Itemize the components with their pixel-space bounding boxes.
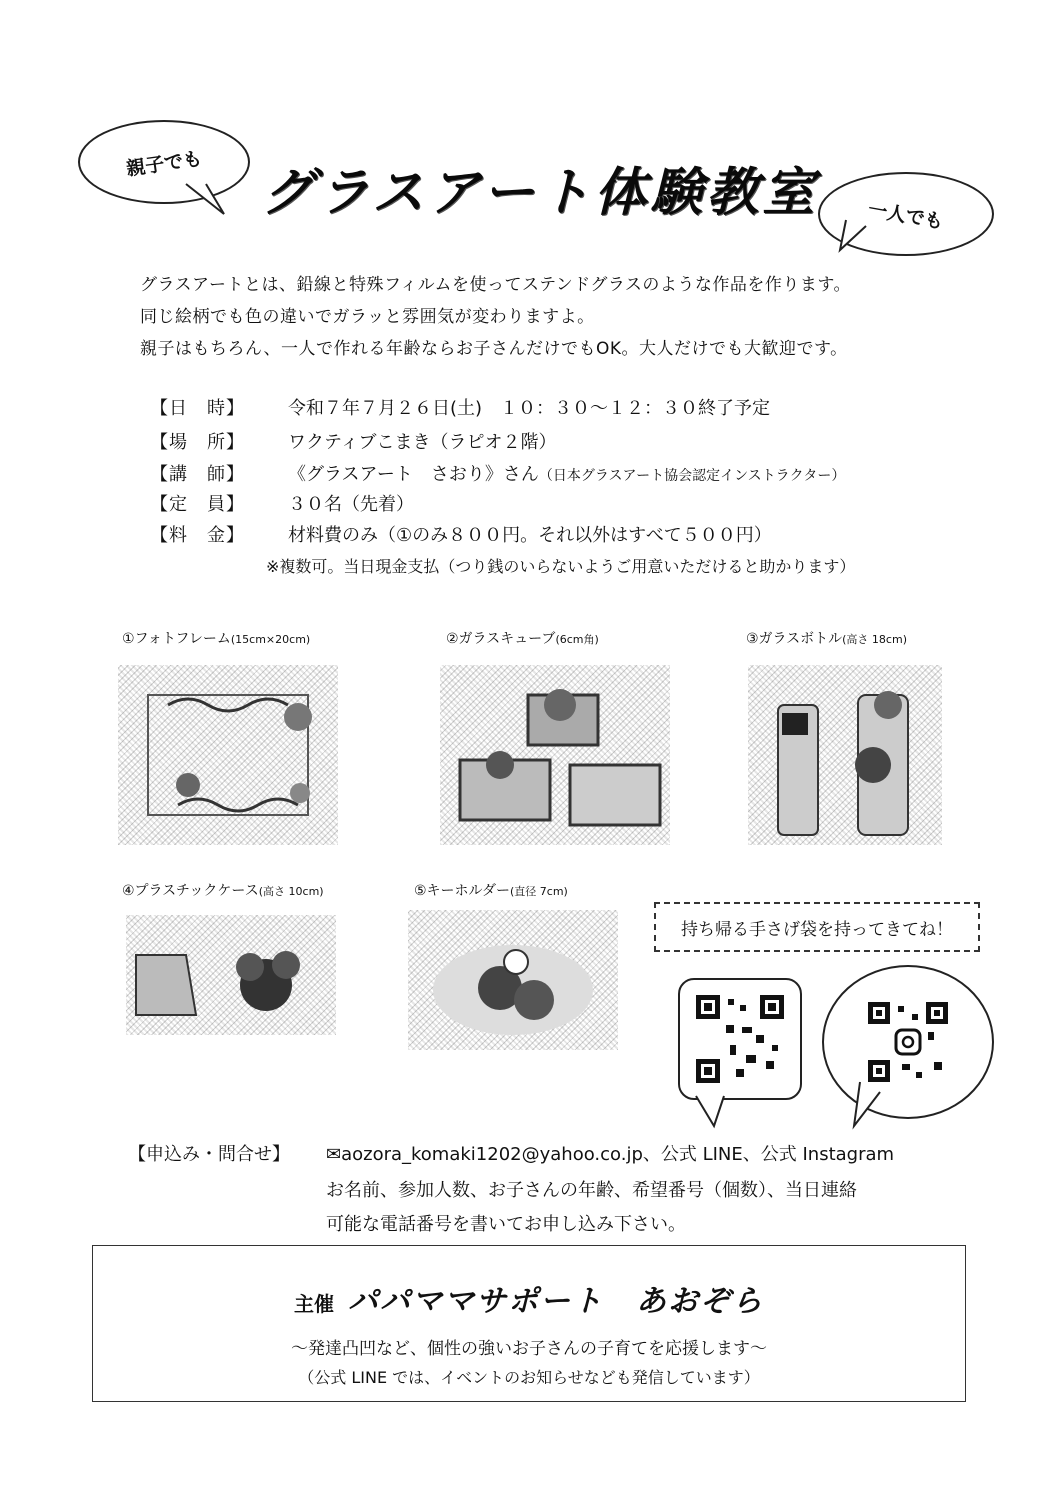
product-label-4 [122, 880, 324, 900]
product-photo-bottle [748, 665, 942, 845]
product-name-1: ①フォトフレーム [122, 631, 231, 647]
product-name-4: ④プラスチックケース [122, 883, 259, 899]
host-heading [93, 1276, 965, 1320]
contact-line-3: 可能な電話番号を書いてお申し込み下さい。 [326, 1214, 686, 1235]
page-title: グラスアート体験教室 [261, 163, 819, 223]
qr-line-tail [694, 1094, 734, 1130]
product-label-3 [746, 628, 907, 648]
info-teacher-value [288, 460, 845, 486]
host-box [92, 1245, 966, 1402]
info-teacher-note: （日本グラスアート協会認定インストラクター） [538, 468, 846, 484]
contact-line-1: ✉aozora_komaki1202@yahoo.co.jp、公式 LINE、公式 Instagram [326, 1144, 895, 1165]
product-size-1: (15cm×20cm) [230, 633, 311, 646]
bubble-right-text: 一人でも [866, 198, 946, 233]
info-place-value: ワクティブこまき（ラピオ２階） [288, 432, 557, 453]
qr-line-box [678, 978, 802, 1100]
intro-line-2: 同じ絵柄でも色の違いでガラッと雰囲気が変わりますよ。 [140, 307, 595, 327]
product-label-2 [446, 628, 599, 648]
product-photo-frame [118, 665, 338, 845]
product-photo-cube [440, 665, 670, 845]
product-name-5: ⑤キーホルダー [414, 883, 510, 899]
photo-case-graphic [126, 915, 336, 1035]
info-date-row [150, 394, 770, 420]
intro-line-1: グラスアートとは、鉛線と特殊フィルムを使ってステンドグラスのような作品を作ります。 [140, 275, 852, 295]
qr-instagram-tail [850, 1080, 890, 1130]
contact-line-2: お名前、参加人数、お子さんの年齢、希望番号（個数）、当日連絡 [326, 1180, 857, 1201]
bubble-left-tail [180, 180, 230, 220]
photo-frame-graphic [118, 665, 338, 845]
photo-bottle-graphic [748, 665, 942, 845]
info-place-label: 【場 所】 [150, 432, 245, 453]
info-date-label: 【日 時】 [150, 398, 245, 419]
product-name-3: ③ガラスボトル [746, 631, 843, 647]
intro-line-3: 親子はもちろん、一人で作れる年齢ならお子さんだけでもOK。大人だけでも大歓迎です。 [140, 339, 848, 359]
qr-instagram-icon [868, 1002, 948, 1082]
info-teacher-name: 《グラスアート さおり》さん [288, 464, 539, 485]
host-note: （公式 LINE では、イベントのお知らせなども発信しています） [298, 1368, 760, 1387]
info-capacity-label: 【定 員】 [150, 494, 245, 515]
info-date-value: 令和７年７月２６日(土) １０：３０〜１２：３０終了予定 [288, 398, 771, 419]
product-size-2: (6cm角) [555, 633, 599, 646]
info-teacher-row [150, 460, 845, 486]
bubble-right-tail [836, 216, 876, 256]
photo-cube-graphic [440, 665, 670, 845]
info-teacher-label: 【講 師】 [150, 464, 245, 485]
info-place-row [150, 428, 557, 454]
info-fee-value: 材料費のみ（①のみ８００円。それ以外はすべて５００円） [288, 525, 772, 546]
product-name-2: ②ガラスキューブ [446, 631, 556, 647]
info-fee-row [150, 521, 772, 547]
product-photo-keyholder [408, 910, 618, 1050]
product-label-1 [122, 628, 310, 648]
info-fee-note: ※複数可。当日現金支払（つり銭のいらないようご用意いただけると助かります） [266, 557, 856, 576]
host-tagline: 〜発達凸凹など、個性の強いお子さんの子育てを応援します〜 [291, 1339, 767, 1359]
bubble-left-text: 親子でも [125, 147, 204, 180]
bag-note: 持ち帰る手さげ袋を持ってきてね！ [654, 902, 980, 952]
product-size-3: (高さ 18cm) [842, 633, 907, 646]
product-photo-case [126, 915, 336, 1035]
info-capacity-value: ３０名（先着） [288, 494, 414, 515]
photo-keyholder-graphic [408, 910, 618, 1050]
info-fee-label: 【料 金】 [150, 525, 245, 546]
product-label-5 [414, 880, 568, 900]
contact-label: 【申込み・問合せ】 [128, 1144, 290, 1165]
qr-instagram-box [822, 965, 994, 1119]
qr-line-icon [696, 995, 784, 1083]
product-size-5: (直径 7cm) [510, 885, 568, 898]
host-prefix: 主催 [294, 1292, 334, 1316]
product-size-4: (高さ 10cm) [258, 885, 324, 898]
host-name: パパママサポート あおぞら [348, 1284, 764, 1319]
info-capacity-row [150, 490, 414, 516]
